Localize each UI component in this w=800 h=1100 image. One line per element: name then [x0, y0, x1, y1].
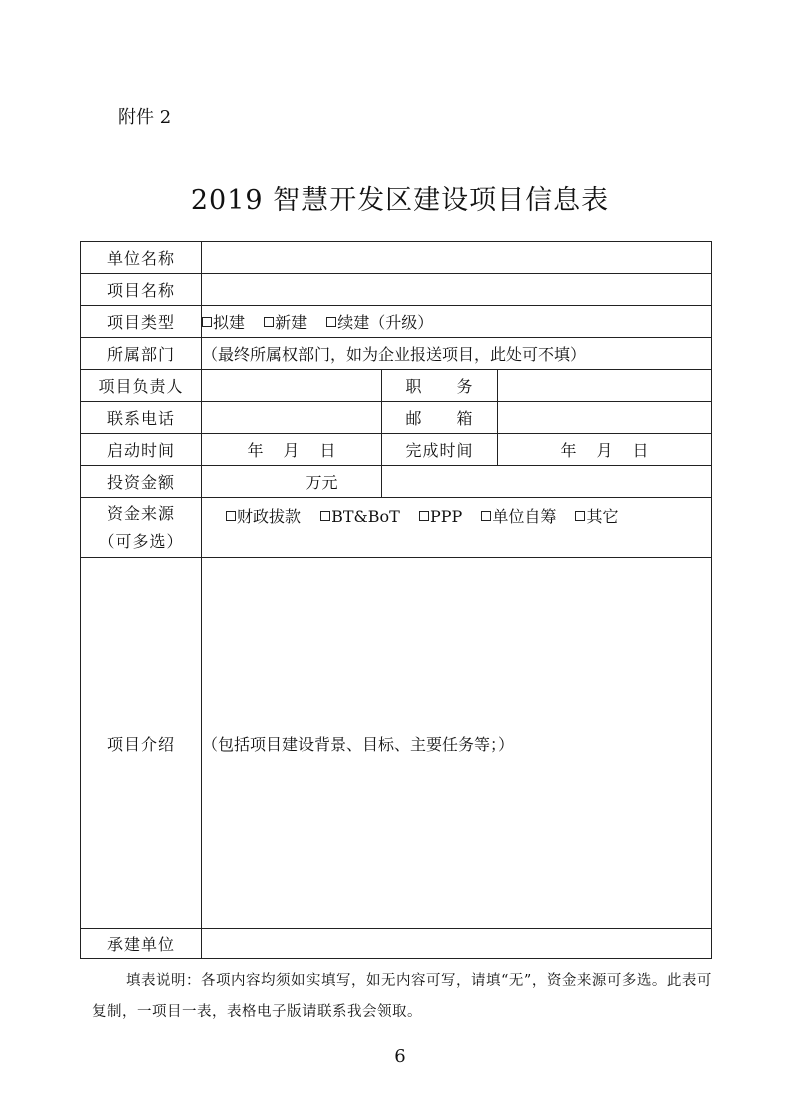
intro-field[interactable] [202, 558, 712, 929]
row-project-type [81, 306, 712, 338]
phone-field[interactable] [202, 402, 382, 434]
page-title: 2019 智慧开发区建设项目信息表 [190, 185, 610, 216]
position-label: 职 务 [382, 370, 498, 402]
row-leader [81, 370, 712, 402]
checkbox-icon[interactable] [226, 511, 236, 521]
checkbox-icon[interactable] [320, 511, 330, 521]
finish-day: 日 [632, 441, 649, 460]
invest-unit: 万元 [305, 473, 338, 492]
row-intro [81, 558, 712, 929]
project-type-label: 项目类型 [81, 306, 202, 338]
type-option-continue[interactable]: 续建（升级） [326, 310, 433, 333]
fund-option-self[interactable]: 单位自筹 [481, 504, 556, 527]
checkbox-icon[interactable] [326, 317, 336, 327]
project-name-label: 项目名称 [81, 274, 202, 306]
fund-label [81, 498, 202, 558]
intro-label: 项目介绍 [81, 558, 202, 929]
page-number: 6 [394, 1046, 406, 1067]
type-option-new[interactable]: 新建 [264, 310, 307, 333]
start-month: 月 [283, 441, 300, 460]
type-option-planned[interactable]: 拟建 [202, 310, 245, 333]
finish-date-field[interactable] [498, 434, 712, 466]
email-field[interactable] [498, 402, 712, 434]
intro-hint: （包括项目建设背景、目标、主要任务等；） [202, 734, 515, 754]
row-unit-name [81, 242, 712, 274]
finish-month: 月 [596, 441, 613, 460]
checkbox-icon[interactable] [481, 511, 491, 521]
invest-label: 投资金额 [81, 466, 202, 498]
fund-label-line2: （可多选） [98, 531, 184, 551]
undertaker-label: 承建单位 [81, 929, 202, 959]
invest-field[interactable] [202, 466, 382, 498]
leader-label: 项目负责人 [81, 370, 202, 402]
form-instructions: 填表说明：各项内容均须如实填写，如无内容可写，请填“无”，资金来源可多选。此表可复制，一项目一表，表格电子版请联系我会领取。 [92, 973, 712, 1020]
checkbox-icon[interactable] [264, 317, 274, 327]
checkbox-icon[interactable] [419, 511, 429, 521]
project-info-form [80, 241, 712, 959]
position-field[interactable] [498, 370, 712, 402]
row-fund-source [81, 498, 712, 558]
fund-options [202, 498, 712, 558]
project-type-options [202, 306, 712, 338]
email-label: 邮 箱 [382, 402, 498, 434]
leader-field[interactable] [202, 370, 382, 402]
start-label: 启动时间 [81, 434, 202, 466]
undertaker-field[interactable] [202, 929, 712, 959]
checkbox-icon[interactable] [575, 511, 585, 521]
start-day: 日 [319, 441, 336, 460]
project-name-field[interactable] [202, 274, 712, 306]
unit-name-label: 单位名称 [81, 242, 202, 274]
phone-label: 联系电话 [81, 402, 202, 434]
row-department [81, 338, 712, 370]
row-phone [81, 402, 712, 434]
department-label: 所属部门 [81, 338, 202, 370]
attachment-label: 附件 2 [118, 107, 172, 128]
finish-year: 年 [560, 441, 577, 460]
invest-empty-b [498, 466, 712, 498]
row-dates [81, 434, 712, 466]
invest-empty-a [382, 466, 498, 498]
row-project-name [81, 274, 712, 306]
fund-option-finance[interactable]: 财政拔款 [226, 504, 301, 527]
row-investment [81, 466, 712, 498]
department-hint[interactable]: （最终所属权部门，如为企业报送项目，此处可不填） [202, 338, 712, 370]
fund-option-other[interactable]: 其它 [575, 504, 618, 527]
start-date-field[interactable] [202, 434, 382, 466]
checkbox-icon[interactable] [202, 317, 212, 327]
finish-label: 完成时间 [382, 434, 498, 466]
start-year: 年 [247, 441, 264, 460]
unit-name-field[interactable] [202, 242, 712, 274]
fund-option-ppp[interactable]: PPP [419, 507, 462, 526]
fund-label-line1: 资金来源 [106, 503, 175, 523]
row-undertaker [81, 929, 712, 959]
fund-option-bt[interactable]: BT&BoT [320, 507, 400, 526]
